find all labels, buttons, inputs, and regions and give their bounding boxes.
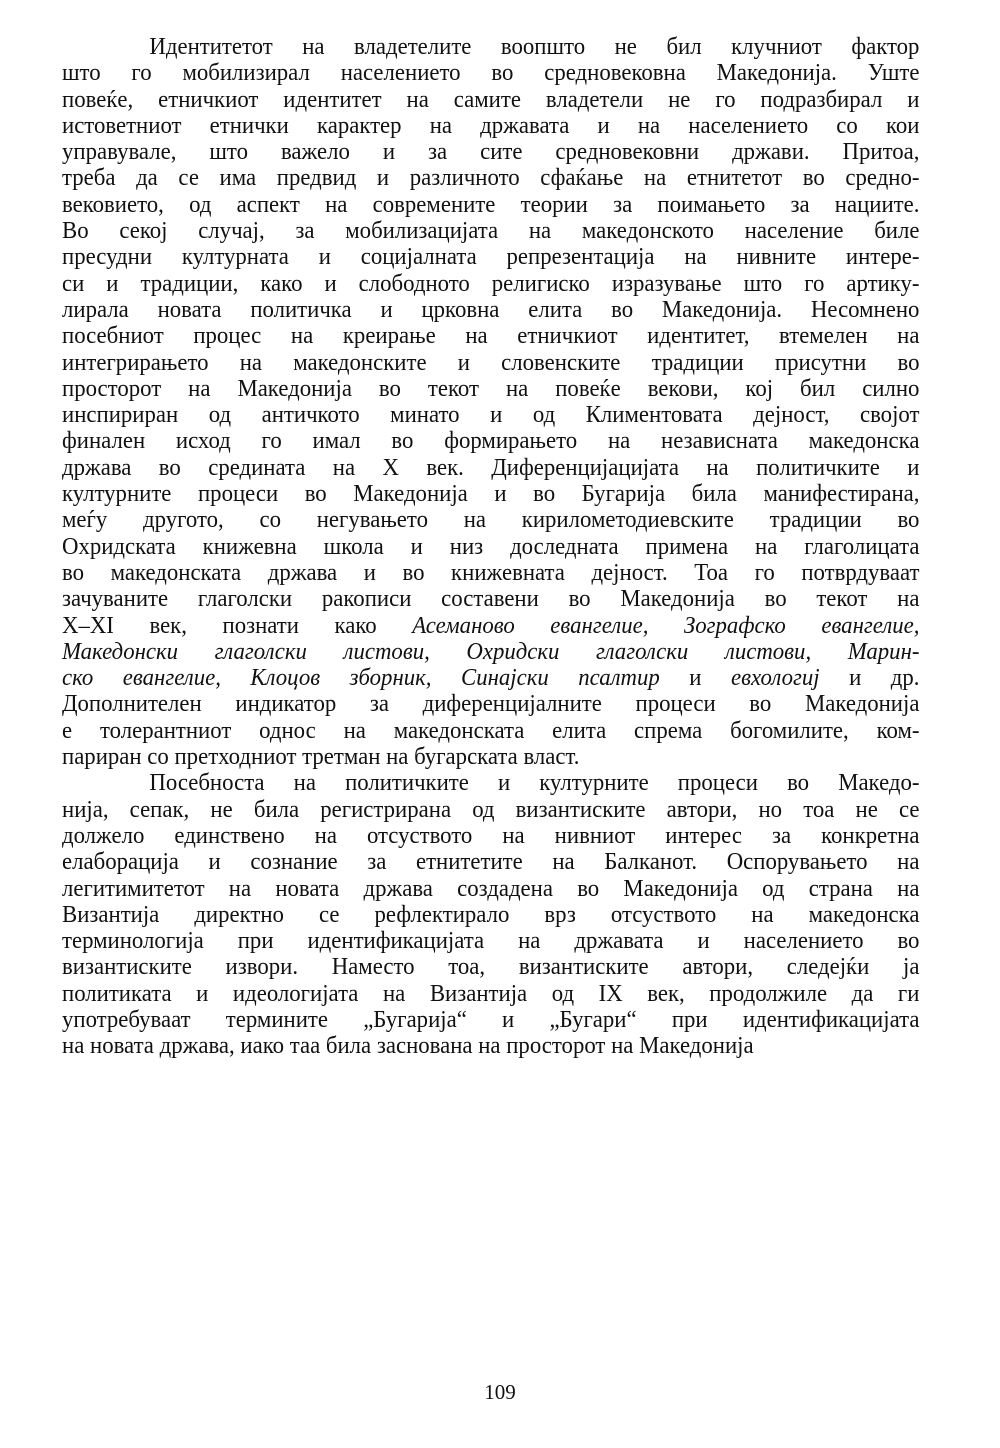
text-line: [62, 139, 919, 165]
text-line: [62, 718, 919, 744]
text-run: финален исход го имал во формирањето на независната македонска: [62, 427, 920, 455]
text-run: инспириран од античкото минато и од Климентовата дејност, својот: [62, 401, 920, 429]
text-run: Посебноста на политичките и културните процеси во Македо-: [149, 769, 920, 797]
text-run: Дополнителен индикатор за диференцијалните процеси во Македонија: [62, 690, 920, 718]
text-line: [62, 34, 919, 60]
text-line: [62, 691, 919, 717]
text-line: [62, 481, 919, 507]
text-line: [62, 87, 919, 113]
text-run: во македонската држава и во книжевната дејност. Тоа го потврдуваат: [62, 558, 920, 586]
text-line: [62, 244, 919, 270]
text-line: [62, 455, 919, 481]
paragraph: [62, 770, 920, 1059]
text-run: и др.: [819, 664, 920, 692]
text-run: и: [659, 664, 731, 692]
text-run: вековието, од аспект на современите теории за поимањето за нациите.: [62, 190, 920, 218]
text-run: легитимитетот на новата држава создадена во Македонија од страна на: [62, 874, 920, 902]
text-run: што го мобилизирал населението во средновековна Македонија. Уште: [62, 59, 920, 87]
text-run: истоветниот етнички карактер на државата и на населението со кои: [62, 111, 920, 139]
text-run: Идентитетот на владетелите воопшто не бил клучниот фактор: [149, 33, 920, 60]
italic-title: Македонски глаголски листови, Охридски глаголски листови, Марин-: [62, 637, 920, 665]
text-run: интегрирањето на македонските и словенските традиции присутни во: [62, 348, 920, 376]
text-run: просторот на Македонија во текот на повеќе векови, кој бил силно: [62, 374, 920, 402]
text-run: терминологија при идентификацијата на државата и населението во: [62, 927, 920, 955]
text-line: [62, 981, 919, 1007]
text-run: држава во средината на X век. Диференцијацијата на политичките и: [62, 453, 920, 481]
text-line: [62, 271, 919, 297]
text-line: [62, 639, 919, 665]
text-run: париран со претходниот третман на бугарската власт.: [62, 743, 580, 771]
text-run: повеќе, етничкиот идентитет на самите владетели не го подразбирал и: [62, 85, 920, 113]
text-line: [62, 534, 919, 560]
paragraph: [62, 34, 920, 770]
text-run: лирала новата политичка и црковна елита во Македонија. Несомнено: [62, 295, 920, 323]
text-line: [62, 849, 919, 875]
text-line: [62, 928, 919, 954]
text-line: [62, 113, 919, 139]
text-line: [62, 376, 919, 402]
text-line: [62, 507, 919, 533]
italic-title: Асеманово евангелие, Зографско евангелие,: [412, 611, 920, 639]
text-line: [62, 192, 919, 218]
text-line: [62, 1007, 919, 1033]
text-run: политиката и идеологијата на Византија од IX век, продолжиле да ги: [62, 979, 920, 1007]
text-line: [62, 770, 919, 796]
text-run: зачуваните глаголски ракописи составени во Македонија во текот на: [62, 585, 920, 613]
text-run: Византија директно се рефлектирало врз отсуството на македонска: [62, 900, 920, 928]
text-line: [62, 350, 919, 376]
text-run: пресудни културната и социјалната репрезентација на нивните интере-: [62, 243, 920, 271]
text-line: [62, 60, 919, 86]
text-run: посебниот процес на креирање на етничкиот идентитет, втемелен на: [62, 322, 920, 350]
text-line: [62, 218, 919, 244]
text-run: византиските извори. Наместо тоа, византиските автори, следејќи ја: [62, 953, 920, 981]
text-line: [62, 1033, 919, 1059]
text-run: X–XI век, познати како: [62, 611, 413, 639]
text-line: [62, 586, 919, 612]
text-run: е толерантниот однос на македонската елита спрема богомилите, ком-: [62, 716, 920, 744]
text-line: [62, 954, 919, 980]
text-run: меѓу другото, со негувањето на кирилометодиевските традиции во: [62, 506, 920, 534]
text-line: [62, 165, 919, 191]
text-run: на новата држава, иако таа била заснована на просторот на Македонија: [62, 1032, 754, 1060]
text-line: [62, 823, 919, 849]
text-line: [62, 402, 919, 428]
text-line: [62, 560, 919, 586]
text-run: Во секој случај, за мобилизацијата на македонското население биле: [62, 217, 920, 245]
text-run: елаборација и сознание за етнитетите на Балканот. Оспорувањето на: [62, 848, 920, 876]
page-body: [62, 34, 920, 1060]
text-line: [62, 297, 919, 323]
text-line: [62, 797, 919, 823]
italic-title: евхологиј: [730, 664, 820, 692]
text-line: [62, 876, 919, 902]
text-run: употребуваат термините „Бугарија“ и „Бугари“ при идентификацијата: [62, 1005, 920, 1033]
text-run: должело единствено на отсуството на нивниот интерес за конкретна: [62, 821, 920, 849]
text-run: треба да се има предвид и различното сфаќање на етнитетот во средно-: [62, 164, 920, 192]
italic-title: ско евангелие, Клоцов зборник, Синајски псалтир: [62, 664, 660, 692]
page-number: 109: [484, 1380, 516, 1404]
text-run: Охридската книжевна школа и низ доследната примена на глаголицата: [62, 532, 920, 560]
text-run: нија, сепак, не била регистрирана од византиските автори, но тоа не се: [62, 795, 920, 823]
text-line: [62, 744, 919, 770]
text-line: [62, 323, 919, 349]
text-line: [62, 902, 919, 928]
text-run: си и традиции, како и слободното религиско изразување што го артику-: [62, 269, 920, 297]
text-line: [62, 428, 919, 454]
text-run: културните процеси во Македонија и во Бугарија била манифестирана,: [62, 480, 920, 508]
text-line: [62, 613, 919, 639]
text-run: управувале, што важело и за сите средновековни држави. Притоа,: [62, 138, 920, 166]
text-line: [62, 665, 919, 691]
